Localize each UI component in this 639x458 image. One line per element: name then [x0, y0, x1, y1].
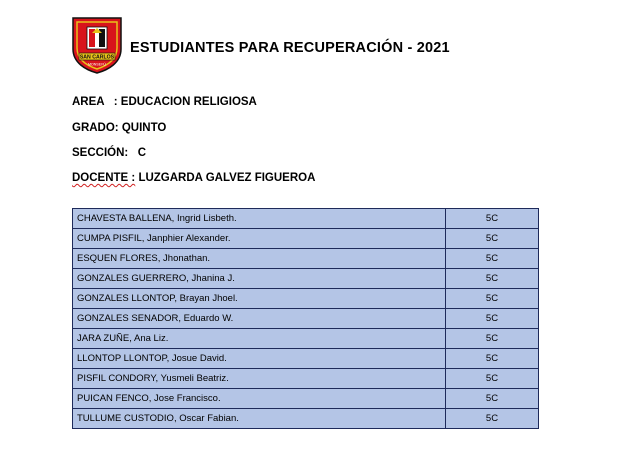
- docente-line: [72, 172, 315, 184]
- student-section: 5C: [446, 349, 539, 369]
- area-line: AREA : EDUCACION RELIGIOSA: [72, 96, 257, 108]
- student-section: 5C: [446, 249, 539, 269]
- student-name: PUICAN FENCO, Jose Francisco.: [73, 389, 446, 409]
- table-row: [73, 369, 539, 389]
- table-row: [73, 389, 539, 409]
- table-row: [73, 209, 539, 229]
- table-row: [73, 349, 539, 369]
- docente-label: DOCENTE :: [72, 172, 136, 184]
- student-section: 5C: [446, 229, 539, 249]
- logo-text: SAN CARLOS: [79, 54, 115, 61]
- table-row: [73, 269, 539, 289]
- grado-line: GRADO: QUINTO: [72, 122, 167, 134]
- student-name: CHAVESTA BALLENA, Ingrid Lisbeth.: [73, 209, 446, 229]
- seccion-line: SECCIÓN: C: [72, 147, 147, 159]
- student-section: 5C: [446, 269, 539, 289]
- student-section: 5C: [446, 309, 539, 329]
- student-section: 5C: [446, 289, 539, 309]
- table-row: [73, 329, 539, 349]
- student-name: PISFIL CONDORY, Yusmeli Beatriz.: [73, 369, 446, 389]
- student-section: 5C: [446, 389, 539, 409]
- student-section: 5C: [446, 369, 539, 389]
- document-title: ESTUDIANTES PARA RECUPERACIÓN - 2021: [130, 40, 450, 56]
- student-name: GONZALES SENADOR, Eduardo W.: [73, 309, 446, 329]
- student-section: 5C: [446, 329, 539, 349]
- student-name: ESQUEN FLORES, Jhonathan.: [73, 249, 446, 269]
- student-name: LLONTOP LLONTOP, Josue David.: [73, 349, 446, 369]
- students-table: [72, 208, 539, 429]
- docente-name: LUZGARDA GALVEZ FIGUEROA: [135, 172, 316, 184]
- student-section: 5C: [446, 409, 539, 429]
- table-row: [73, 409, 539, 429]
- school-crest-logo: [70, 15, 124, 75]
- table-row: [73, 249, 539, 269]
- table-row: [73, 309, 539, 329]
- student-name: CUMPA PISFIL, Janphier Alexander.: [73, 229, 446, 249]
- student-section: 5C: [446, 209, 539, 229]
- student-name: TULLUME CUSTODIO, Oscar Fabian.: [73, 409, 446, 429]
- table-row: [73, 229, 539, 249]
- logo-subtext: MONSEFÚ: [88, 62, 106, 67]
- table-row: [73, 289, 539, 309]
- student-name: JARA ZUÑE, Ana Liz.: [73, 329, 446, 349]
- student-name: GONZALES LLONTOP, Brayan Jhoel.: [73, 289, 446, 309]
- student-name: GONZALES GUERRERO, Jhanina J.: [73, 269, 446, 289]
